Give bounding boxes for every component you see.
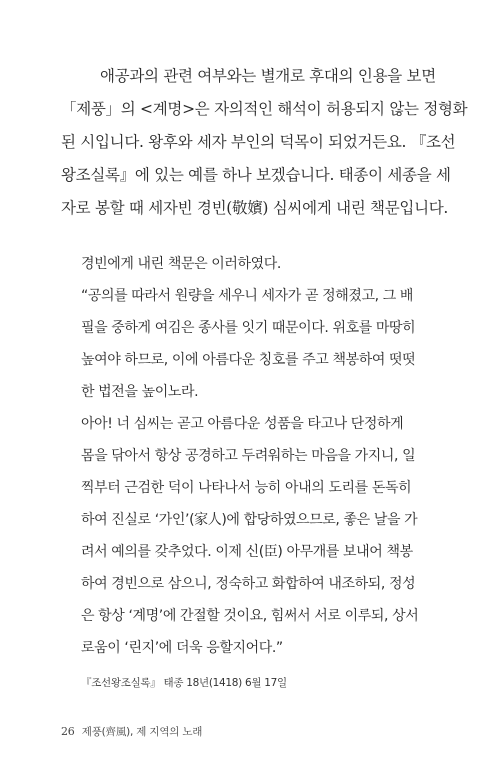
running-title: 제풍(齊風), 제 지역의 노래 [81, 726, 203, 738]
quote-line: 한 법전을 높이노라. [81, 384, 199, 400]
quote-intro: 경빈에게 내린 책문은 이러하였다. [81, 256, 281, 272]
quote-line: 은 항상 ‘계명’에 간절할 것이요, 힘써서 서로 이루되, 상서 [81, 608, 419, 624]
quote-line: 하여 경빈으로 삼으니, 정숙하고 화합하여 내조하되, 정성 [81, 576, 416, 592]
quote-line: “공의를 따라서 원량을 세우니 세자가 곧 정해졌고, 그 배 [81, 288, 414, 304]
quote-line: 필을 중하게 여김은 종사를 잇기 때문이다. 위호를 마땅히 [81, 320, 416, 336]
body-line: 자로 봉할 때 세자빈 경빈(敬嬪) 심씨에게 내린 책문입니다. [61, 199, 449, 217]
page-footer [61, 724, 202, 739]
quote-line: 찍부터 근검한 덕이 나타나서 능히 아내의 도리를 돈독히 [81, 480, 412, 496]
quote-line: 아아! 너 심씨는 곧고 아름다운 성품을 타고나 단정하게 [81, 416, 404, 432]
page-number: 26 [61, 725, 75, 738]
quote-line: 높여야 하므로, 이에 아름다운 칭호를 주고 책봉하여 떳떳 [81, 352, 416, 368]
body-line: 된 시입니다. 왕후와 세자 부인의 덕목이 되었거든요. 『조선 [61, 133, 456, 151]
quote-line: 로움이 ‘린지’에 더욱 응할지어다.” [81, 640, 283, 656]
body-line: 애공과의 관련 여부와는 별개로 후대의 인용을 보면 [100, 67, 436, 85]
source-citation: 『조선왕조실록』 태종 18년(1418) 6월 17일 [81, 677, 287, 689]
quote-line: 하여 진실로 ‘가인’(家人)에 합당하였으므로, 좋은 날을 가 [81, 512, 418, 528]
quote-line: 몸을 닦아서 항상 공경하고 두려워하는 마음을 가지니, 일 [81, 448, 416, 464]
body-line: 왕조실록』에 있는 예를 하나 보겠습니다. 태종이 세종을 세 [61, 166, 451, 184]
body-line: 「제풍」의 <계명>은 자의적인 해석이 허용되지 않는 정형화 [61, 100, 468, 118]
quote-line: 려서 예의를 갖추었다. 이제 신(臣) 아무개를 보내어 책봉 [81, 544, 413, 560]
